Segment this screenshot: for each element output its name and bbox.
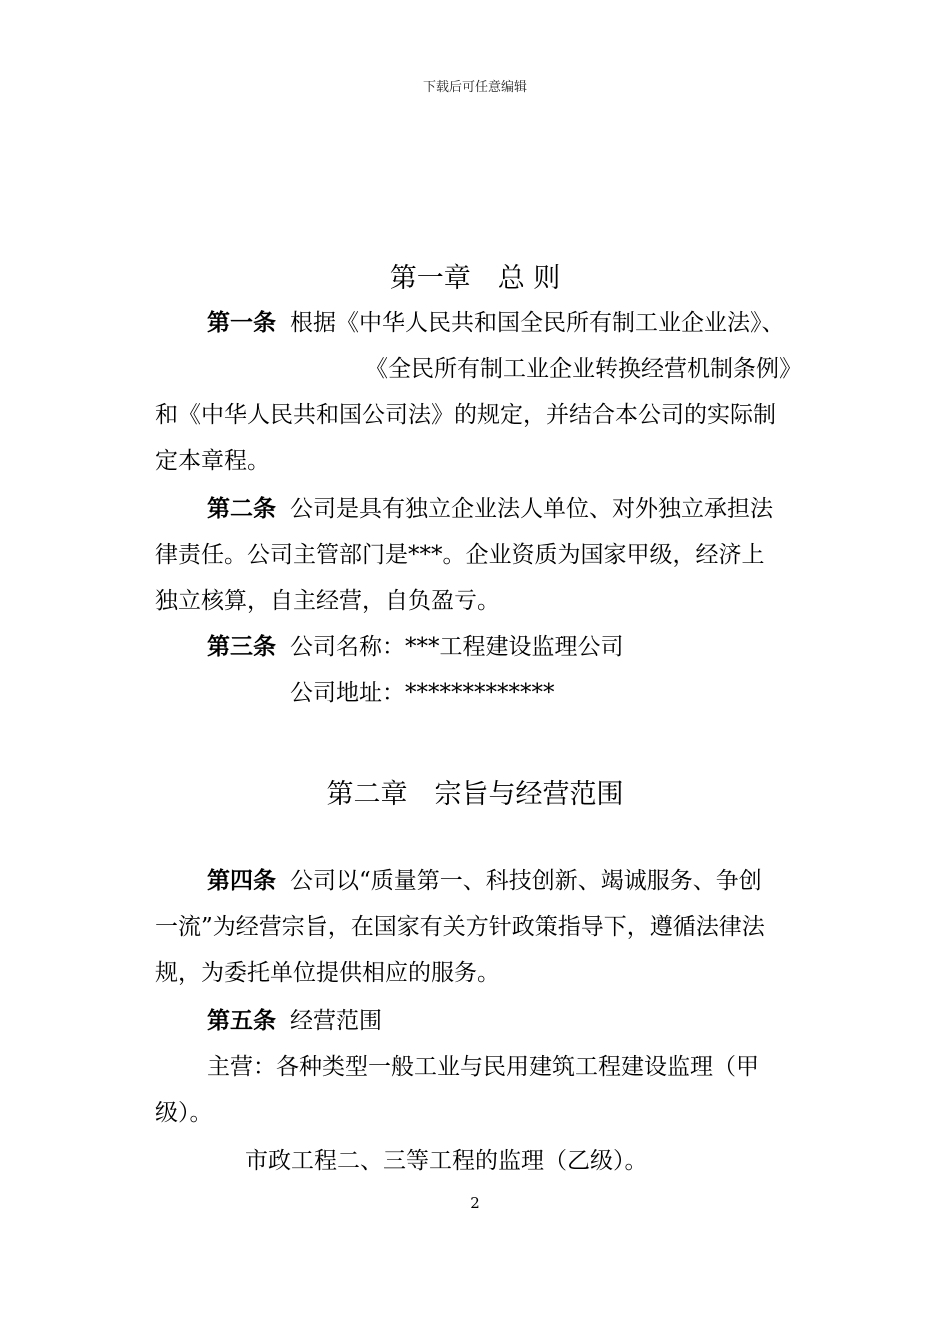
article-4-line-2: 一流”为经营宗旨，在国家有关方针政策指导下，遵循法律法 <box>155 914 765 940</box>
article-5-label: 第五条 <box>207 1008 276 1034</box>
article-3-line-2: 公司地址：************* <box>290 680 555 706</box>
article-2-line-1 <box>207 494 773 524</box>
article-3-label: 第三条 <box>207 634 276 660</box>
article-1-line-2: 《全民所有制工业企业转换经营机制条例》 <box>365 356 802 382</box>
article-2-label: 第二条 <box>207 496 276 522</box>
article-3-line-1 <box>207 632 624 662</box>
article-2-line-3: 独立核算，自主经营，自负盈亏。 <box>155 588 500 614</box>
article-3-text-1: 公司名称：***工程建设监理公司 <box>290 634 624 660</box>
chapter-2-title: 第二章 宗旨与经营范围 <box>326 779 624 810</box>
article-1-label: 第一条 <box>207 310 276 336</box>
article-4-label: 第四条 <box>207 868 276 894</box>
article-4-line-1 <box>207 866 762 896</box>
article-1-text-1: 根据《中华人民共和国全民所有制工业企业法》、 <box>290 310 785 336</box>
article-4-text-1: 公司以“质量第一、科技创新、竭诚服务、争创 <box>290 868 762 894</box>
article-1-line-4: 定本章程。 <box>155 448 270 474</box>
page-number: 2 <box>470 1194 480 1212</box>
article-5-line-2: 主营：各种类型一般工业与民用建筑工程建设监理（甲 <box>207 1054 759 1080</box>
article-1-line-3: 和《中华人民共和国公司法》的规定，并结合本公司的实际制 <box>155 402 776 428</box>
article-5-line-1 <box>207 1006 382 1036</box>
article-2-text-1: 公司是具有独立企业法人单位、对外独立承担法 <box>290 496 773 522</box>
article-4-line-3: 规，为委托单位提供相应的服务。 <box>155 960 500 986</box>
page-header: 下载后可任意编辑 <box>422 80 527 95</box>
article-5-line-4: 市政工程二、三等工程的监理（乙级）。 <box>245 1148 648 1174</box>
article-5-text-1: 经营范围 <box>290 1008 382 1034</box>
article-2-line-2: 律责任。公司主管部门是***。企业资质为国家甲级，经济上 <box>155 542 765 568</box>
chapter-1-title: 第一章 总 则 <box>389 263 561 294</box>
article-1-line-1 <box>207 308 785 338</box>
article-5-line-3: 级）。 <box>155 1100 213 1126</box>
